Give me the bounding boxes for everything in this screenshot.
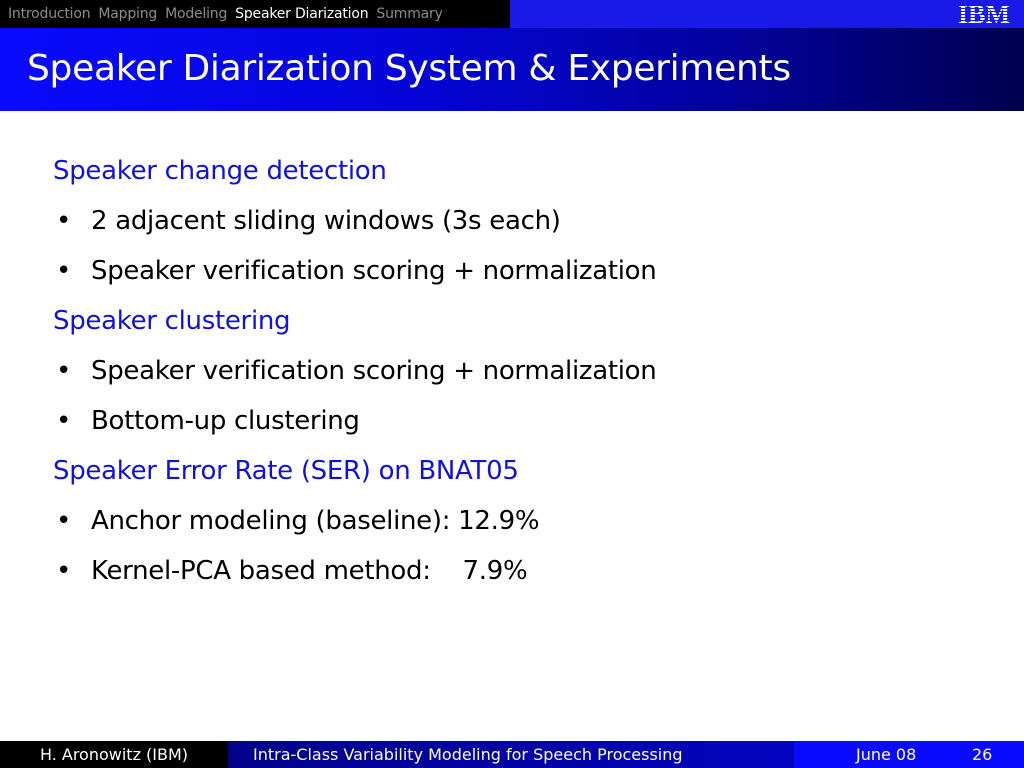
nav-item-summary[interactable]: Summary (376, 6, 443, 22)
bullet-text: 2 adjacent sliding windows (3s each) (91, 206, 561, 236)
bullet-text: Speaker verification scoring + normalization (91, 356, 657, 386)
logo-area (510, 0, 1024, 28)
bullet-text: Kernel-PCA based method: 7.9% (91, 556, 528, 586)
bullet-dot: • (56, 406, 72, 436)
bullet-dot: • (56, 356, 72, 386)
footer-author-text: H. Aronowitz (IBM) (39, 745, 189, 764)
bullet-text: Bottom-up clustering (91, 406, 360, 436)
section-nav (0, 0, 510, 28)
bullet-dot: • (56, 206, 72, 236)
footer-date-page (794, 741, 1024, 768)
section-heading-speaker-error-rate: Speaker Error Rate (SER) on BNAT05 (53, 456, 519, 486)
footer-title (228, 741, 794, 768)
title-band (0, 28, 1024, 111)
bullet-dot: • (56, 556, 72, 586)
section-heading-speaker-clustering: Speaker clustering (53, 306, 291, 336)
bullet-text: Speaker verification scoring + normalization (91, 256, 657, 286)
ibm-logo-text: IBM (958, 0, 1010, 28)
bullet-dot: • (56, 506, 72, 536)
nav-item-introduction[interactable]: Introduction (8, 6, 91, 22)
ibm-logo (952, 0, 1016, 28)
page-number: 26 (972, 745, 993, 764)
nav-item-speaker-diarization[interactable]: Speaker Diarization (235, 6, 369, 22)
footer-bar (0, 741, 1024, 768)
nav-item-mapping[interactable]: Mapping (98, 6, 158, 22)
page-title: Speaker Diarization System & Experiments (27, 48, 791, 89)
nav-item-modeling[interactable]: Modeling (165, 6, 228, 22)
footer-title-text: Intra-Class Variability Modeling for Speech Processing (253, 745, 683, 764)
bullet-dot: • (56, 256, 72, 286)
top-navigation-bar (0, 0, 1024, 28)
footer-date: June 08 (856, 745, 917, 764)
footer-author (0, 741, 228, 768)
section-heading-speaker-change-detection: Speaker change detection (53, 156, 387, 186)
bullet-text: Anchor modeling (baseline): 12.9% (91, 506, 540, 536)
